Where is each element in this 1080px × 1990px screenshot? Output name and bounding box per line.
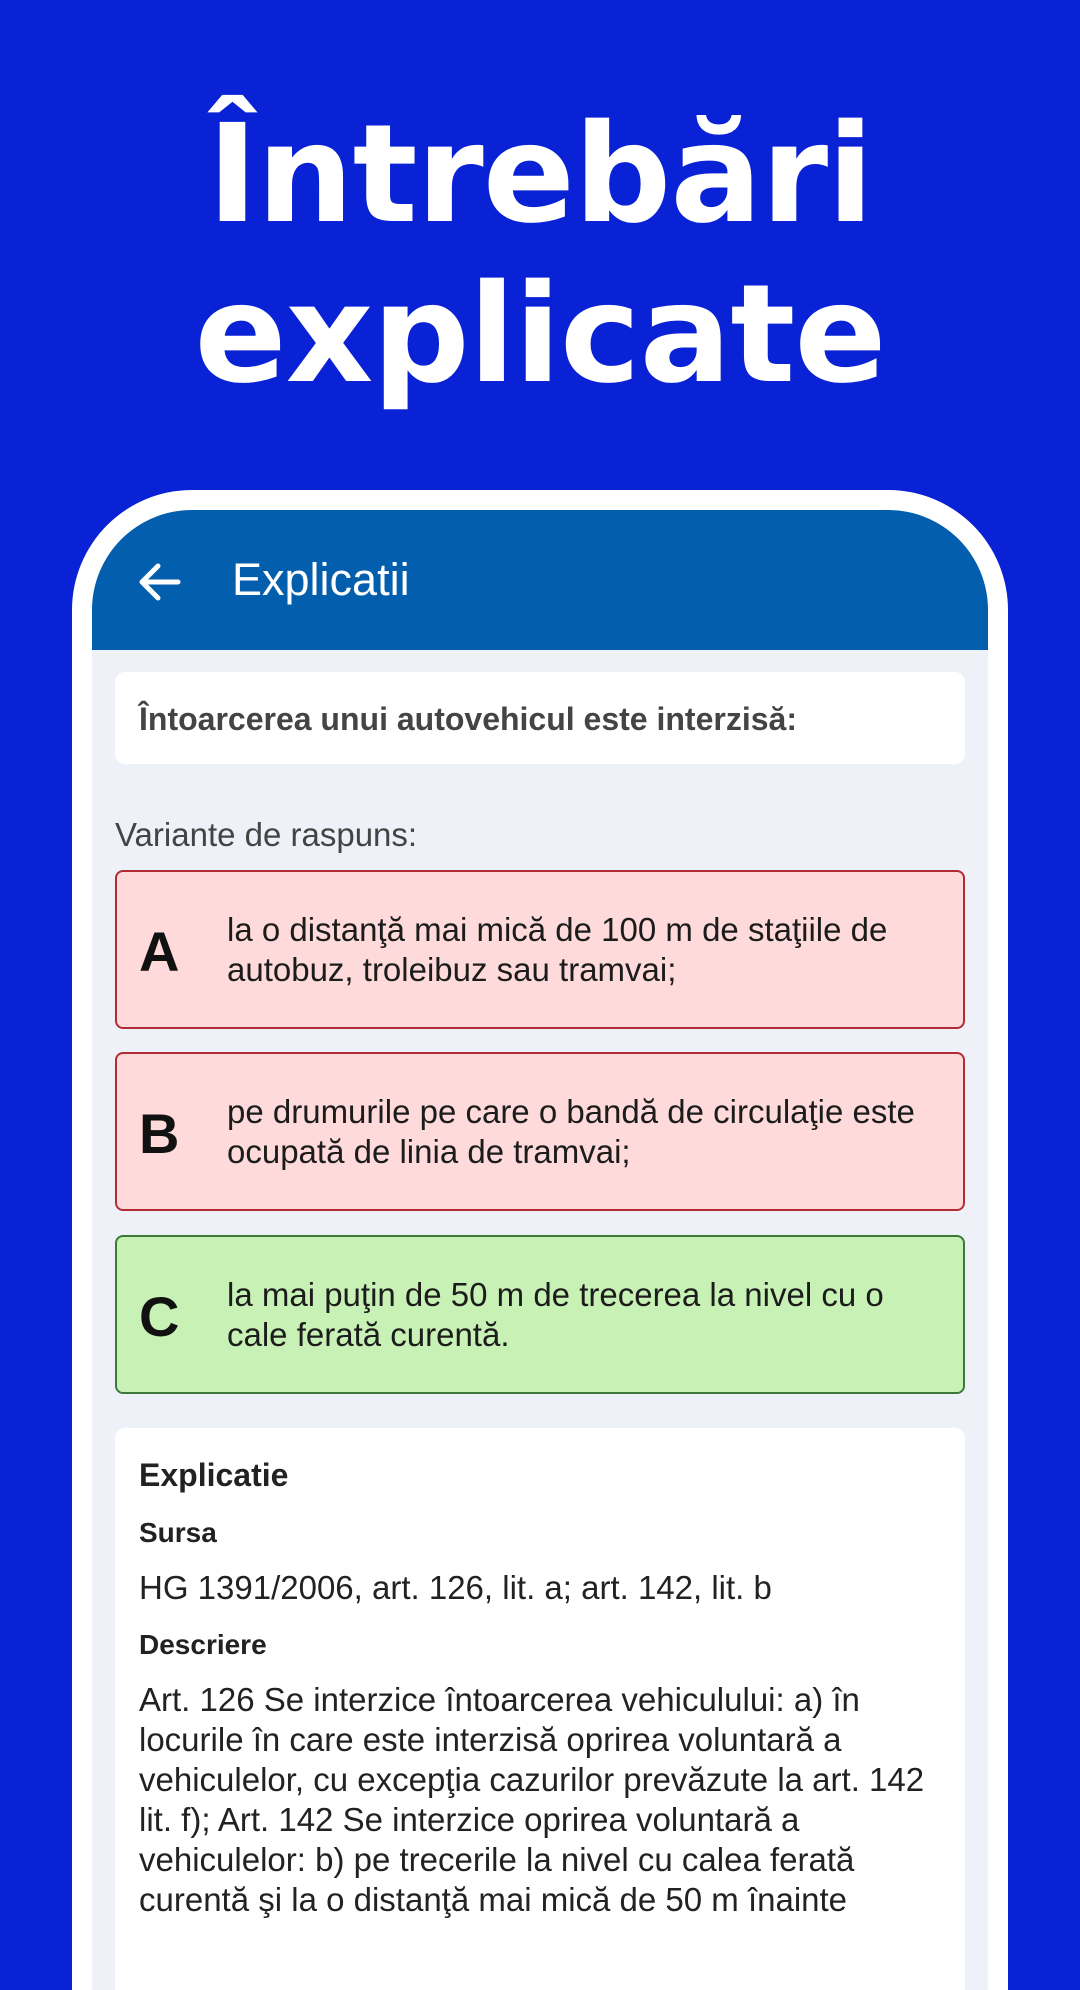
explanation-card: [115, 1428, 965, 1990]
answer-letter: C: [139, 1285, 180, 1348]
back-arrow-icon[interactable]: [132, 554, 188, 610]
app-bar: [92, 510, 988, 650]
answer-letter: A: [139, 920, 180, 983]
source-label: Sursa: [139, 1517, 217, 1548]
description-label: Descriere: [139, 1629, 267, 1660]
question-text: Întoarcerea unui autovehicul este interzisă:: [139, 701, 797, 737]
answer-text: la mai puţin de 50 m de trecerea la nivel cu o cale ferată curentă.: [227, 1276, 884, 1353]
source-text: HG 1391/2006, art. 126, lit. a; art. 142, lit. b: [139, 1569, 772, 1606]
app-bar-title: Explicatii: [232, 554, 410, 605]
hero-title: [0, 95, 1080, 415]
phone-frame: [72, 490, 1008, 1990]
app-screen: [92, 510, 988, 1990]
answer-option-b[interactable]: [115, 1052, 965, 1211]
description-text: Art. 126 Se interzice întoarcerea vehiculului: a) în locurile în care este interzisă oprirea voluntară a vehiculelor, cu excepţia cazurilor prevăzute la art. 142 lit. f); Art. 142 Se interzice oprirea voluntară a vehiculelor: b) pe trecerile la nivel cu calea ferată curentă şi la o distanţă mai mică de 50 m înainte: [139, 1681, 925, 1918]
answer-option-a[interactable]: [115, 870, 965, 1029]
question-card: [115, 672, 965, 764]
hero-title-line2: explicate: [194, 256, 886, 414]
answer-text: pe drumurile pe care o bandă de circulaţie este ocupată de linia de tramvai;: [227, 1093, 915, 1170]
answer-text: la o distanţă mai mică de 100 m de staţiile de autobuz, troleibuz sau tramvai;: [227, 911, 888, 988]
answer-option-c[interactable]: [115, 1235, 965, 1394]
answer-letter: B: [139, 1102, 180, 1165]
hero-title-line1: Întrebări: [207, 96, 873, 254]
explanation-heading: Explicatie: [139, 1457, 289, 1493]
variants-label: Variante de raspuns:: [115, 816, 418, 853]
